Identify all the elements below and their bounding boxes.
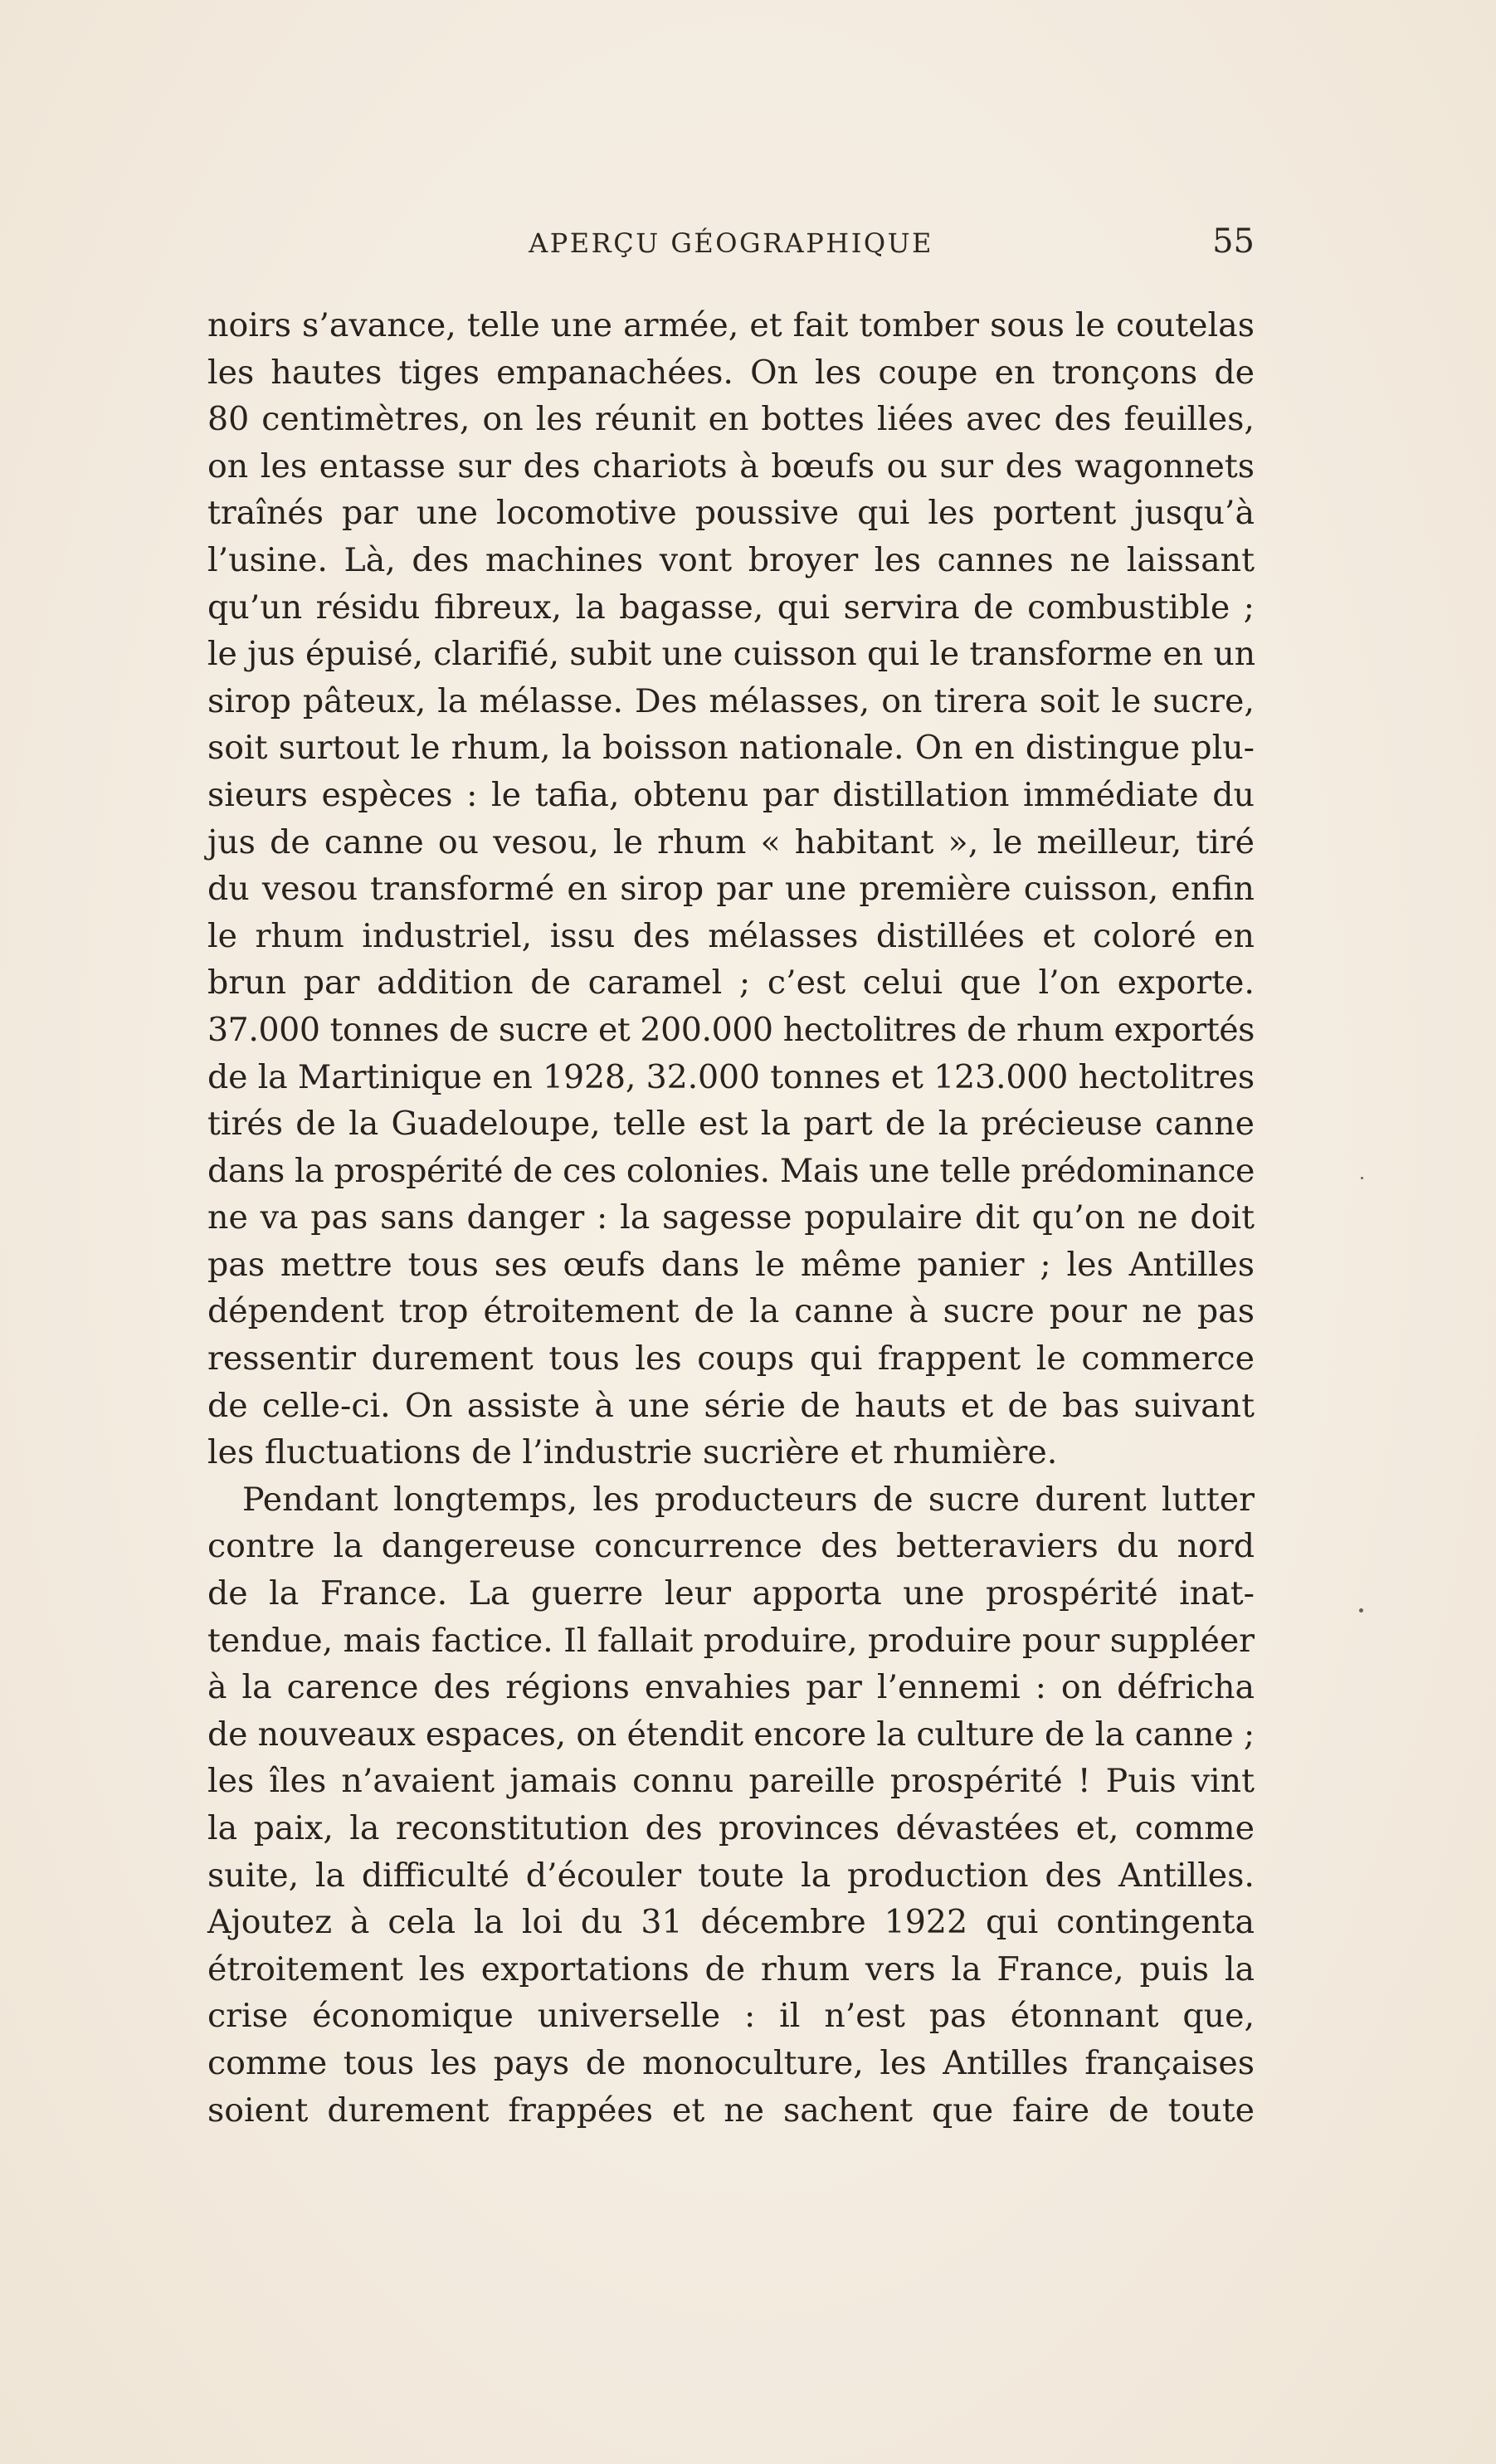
text-line: tirés de la Guadeloupe, telle est la part de la précieuse canne [207, 1105, 1255, 1144]
text-line: Pendant longtemps, les producteurs de sucre durent lutter [242, 1480, 1255, 1519]
text-line: les fluctuations de l’industrie sucrière et rhumière. [207, 1433, 1058, 1472]
text-line: de nouveaux espaces, on étendit encore la culture de la canne ; [207, 1715, 1255, 1754]
text-line: Ajoutez à cela la loi du 31 décembre 1922 qui contingenta [207, 1903, 1255, 1942]
text-line: tendue, mais factice. Il fallait produire, produire pour suppléer [207, 1621, 1255, 1660]
text-line: ressentir durement tous les coups qui frappent le commerce [207, 1339, 1255, 1378]
text-line: la paix, la reconstitution des provinces dévastées et, comme [207, 1809, 1255, 1847]
text-line: du vesou transformé en sirop par une première cuisson, enfin [207, 870, 1255, 909]
text-line: suite, la difficulté d’écouler toute la production des Antilles. [207, 1856, 1255, 1895]
text-line: jus de canne ou vesou, le rhum « habitant », le meilleur, tiré [207, 822, 1255, 861]
text-line: traînés par une locomotive poussive qui les portent jusqu’à [207, 494, 1255, 533]
text-line: dans la prospérité de ces colonies. Mais une telle prédominance [207, 1151, 1255, 1190]
text-line: à la carence des régions envahies par l’ennemi : on défricha [207, 1668, 1255, 1707]
text-line: soient durement frappées et ne sachent que faire de toute [207, 2091, 1255, 2130]
text-line: noirs s’avance, telle une armée, et fait tomber sous le coutelas [207, 306, 1255, 344]
text-line: soit surtout le rhum, la boisson nationale. On en distingue plu- [207, 729, 1255, 768]
text-line: de la France. La guerre leur apporta une prospérité inat- [207, 1574, 1255, 1613]
text-line: les îles n’avaient jamais connu pareille prospérité ! Puis vint [207, 1762, 1255, 1801]
text-line: contre la dangereuse concurrence des betteraviers du nord [207, 1527, 1255, 1566]
paragraph-1 [207, 302, 1255, 1476]
text-line: les hautes tiges empanachées. On les coupe en tronçons de [207, 353, 1255, 392]
text-line: le rhum industriel, issu des mélasses distillées et coloré en [207, 916, 1255, 955]
text-line: crise économique universelle : il n’est pas étonnant que, [207, 1997, 1255, 2036]
running-head [207, 222, 1255, 264]
paragraph-2 [207, 1476, 1255, 2134]
text-line: pas mettre tous ses œufs dans le même panier ; les Antilles [207, 1245, 1255, 1284]
text-line: l’usine. Là, des machines vont broyer les cannes ne laissant [207, 540, 1255, 579]
running-title: APERÇU GÉOGRAPHIQUE [529, 227, 933, 259]
text-line: dépendent trop étroitement de la canne à sucre pour ne pas [207, 1292, 1255, 1331]
text-line: ne va pas sans danger : la sagesse populaire dit qu’on ne doit [207, 1198, 1255, 1237]
text-line: qu’un résidu fibreux, la bagasse, qui servira de combustible ; [207, 588, 1255, 627]
text-line: sieurs espèces : le tafia, obtenu par distillation immédiate du [207, 775, 1255, 814]
text-line: de la Martinique en 1928, 32.000 tonnes et 123.000 hectolitres [207, 1057, 1255, 1096]
text-line: 80 centimètres, on les réunit en bottes liées avec des feuilles, [207, 400, 1255, 439]
text-line: étroitement les exportations de rhum vers la France, puis la [207, 1949, 1255, 1988]
text-line: brun par addition de caramel ; c’est celui que l’on exporte. [207, 964, 1255, 1003]
paper-speck [1361, 1177, 1363, 1179]
text-line: le jus épuisé, clarifié, subit une cuisson qui le transforme en un [207, 635, 1255, 674]
text-line: de celle-ci. On assiste à une série de hauts et de bas suivant [207, 1386, 1255, 1425]
text-line: comme tous les pays de monoculture, les Antilles françaises [207, 2043, 1255, 2082]
text-line: sirop pâteux, la mélasse. Des mélasses, on tirera soit le sucre, [207, 681, 1255, 720]
page-number: 55 [1212, 222, 1255, 261]
text-line: on les entasse sur des chariots à bœufs ou sur des wagonnets [207, 446, 1255, 485]
body-text [207, 302, 1255, 2134]
paper-speck [1359, 1608, 1363, 1613]
text-line: 37.000 tonnes de sucre et 200.000 hectolitres de rhum exportés [207, 1010, 1255, 1049]
